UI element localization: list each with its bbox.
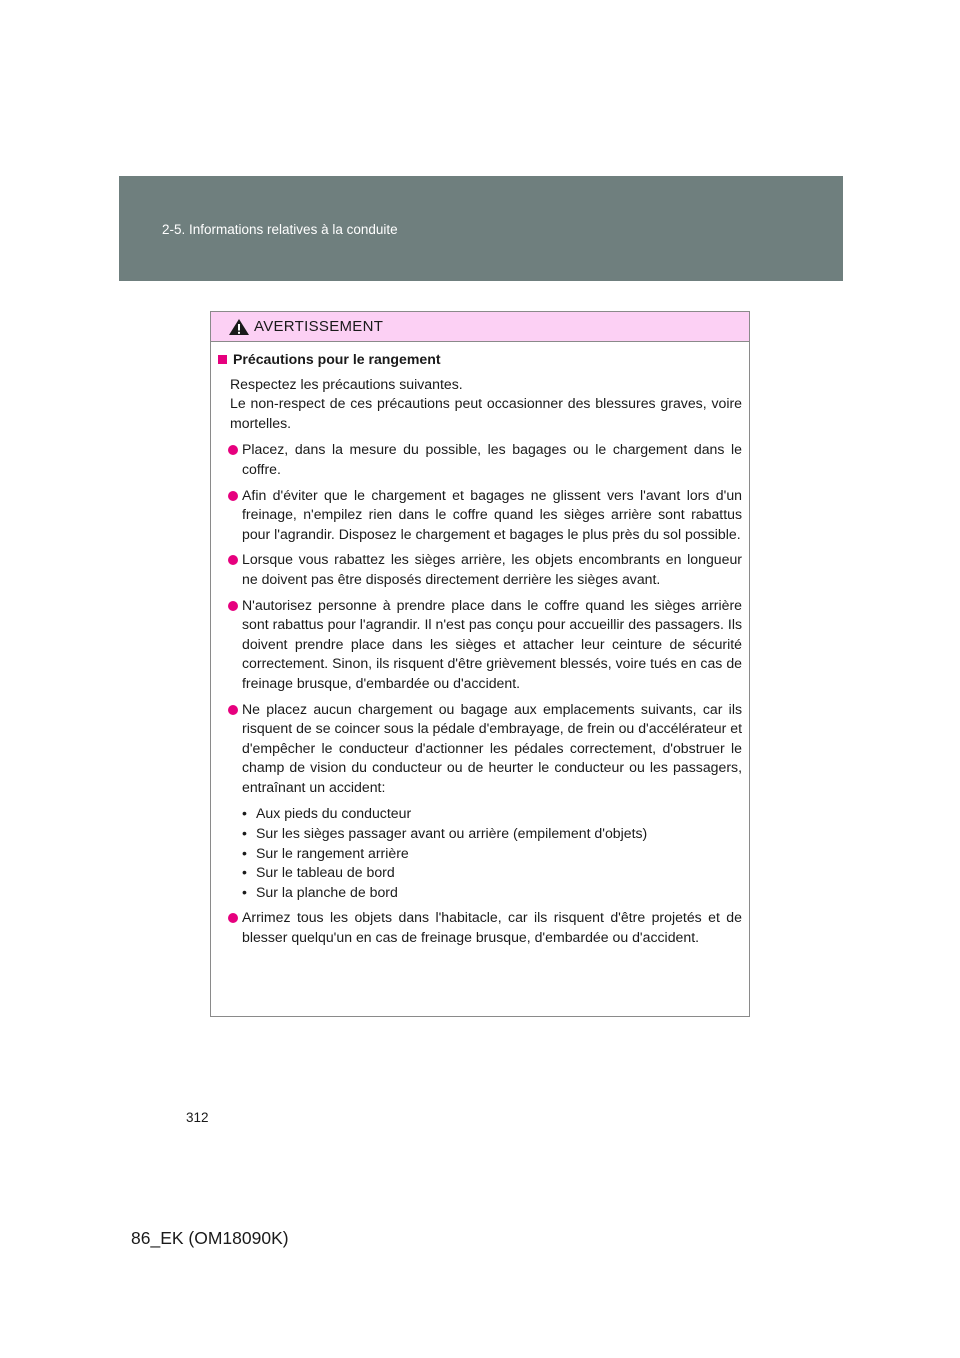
- round-bullet-icon: [228, 491, 238, 501]
- precaution-text: N'autorisez personne à prendre place dans le coffre quand les sièges arrière sont rabattus pour l'agrandir. Il n'est pas conçu pour accueillir des passagers. Ils doivent prendre place dans les sièges et attacher leur ceinture de sécurité correctement. Sinon, ils risquent d'être grièvement blessés, voire tués en cas de freinage brusque, d'embardée ou d'accident.: [242, 596, 742, 691]
- precaution-text: Lorsque vous rabattez les sièges arrière, les objets encombrants en longueur ne doivent pas être disposés directement derrière les sièges avant.: [242, 551, 742, 587]
- chapter-section-title: 2-5. Informations relatives à la conduite: [162, 222, 398, 237]
- intro-text: [218, 375, 742, 434]
- chapter-header-band: [119, 176, 843, 281]
- location-item: • Sur la planche de bord: [242, 883, 742, 903]
- warning-triangle-icon: [228, 318, 250, 336]
- precaution-text: Placez, dans la mesure du possible, les bagages ou le chargement dans le coffre.: [242, 441, 742, 477]
- precaution-text: Ne placez aucun chargement ou bagage aux emplacements suivants, car ils risquent de se coincer sous la pédale d'embrayage, de frein ou d'accélérateur et d'empêcher le conducteur d'actionner les pédales correctement, d'obstruer le champ de vision du conducteur ou de heurter le conducteur ou les passagers, entraînant un accident:: [242, 700, 742, 795]
- warning-title: AVERTISSEMENT: [254, 318, 384, 335]
- precaution-item: [218, 440, 742, 479]
- round-bullet-icon: [228, 913, 238, 923]
- warning-box: [210, 311, 750, 1017]
- intro-line: Respectez les précautions suivantes.: [230, 375, 463, 392]
- page-number: 312: [186, 1110, 209, 1125]
- round-bullet-icon: [228, 705, 238, 715]
- round-bullet-icon: [228, 445, 238, 455]
- round-bullet-icon: [228, 601, 238, 611]
- precaution-text: Arrimez tous les objets dans l'habitacle, car ils risquent d'être projetés et de blesser quelqu'un en cas de freinage brusque, d'embardée ou d'accident.: [242, 909, 742, 946]
- precaution-item: [218, 486, 742, 545]
- intro-line: Le non-respect de ces précautions peut occasionner des blessures graves, voire mortelles.: [230, 395, 742, 431]
- warning-header: [211, 312, 749, 342]
- precaution-item: [218, 596, 742, 694]
- location-item: • Sur le rangement arrière: [242, 844, 742, 864]
- section-heading-text: Précautions pour le rangement: [233, 351, 441, 367]
- location-item: • Aux pieds du conducteur: [242, 804, 742, 824]
- precaution-item: [218, 908, 742, 947]
- section-heading: [218, 350, 742, 370]
- location-item: • Sur les sièges passager avant ou arrière (empilement d'objets): [242, 824, 742, 844]
- precaution-text: Afin d'éviter que le chargement et bagages ne glissent vers l'avant lors d'un freinage, n'empilez rien dans le coffre quand les sièges arrière sont rabattus pour l'agrandir. Disposez le chargement et bagages le plus près du sol possible.: [242, 486, 742, 542]
- precaution-item: [218, 700, 742, 903]
- square-bullet-icon: [218, 355, 227, 364]
- round-bullet-icon: [228, 555, 238, 565]
- precaution-item: [218, 550, 742, 589]
- location-item: • Sur le tableau de bord: [242, 863, 742, 883]
- forbidden-locations-list: [242, 804, 742, 902]
- document-code: 86_EK (OM18090K): [131, 1228, 289, 1248]
- precaution-list: [218, 440, 742, 947]
- warning-body: [211, 342, 749, 948]
